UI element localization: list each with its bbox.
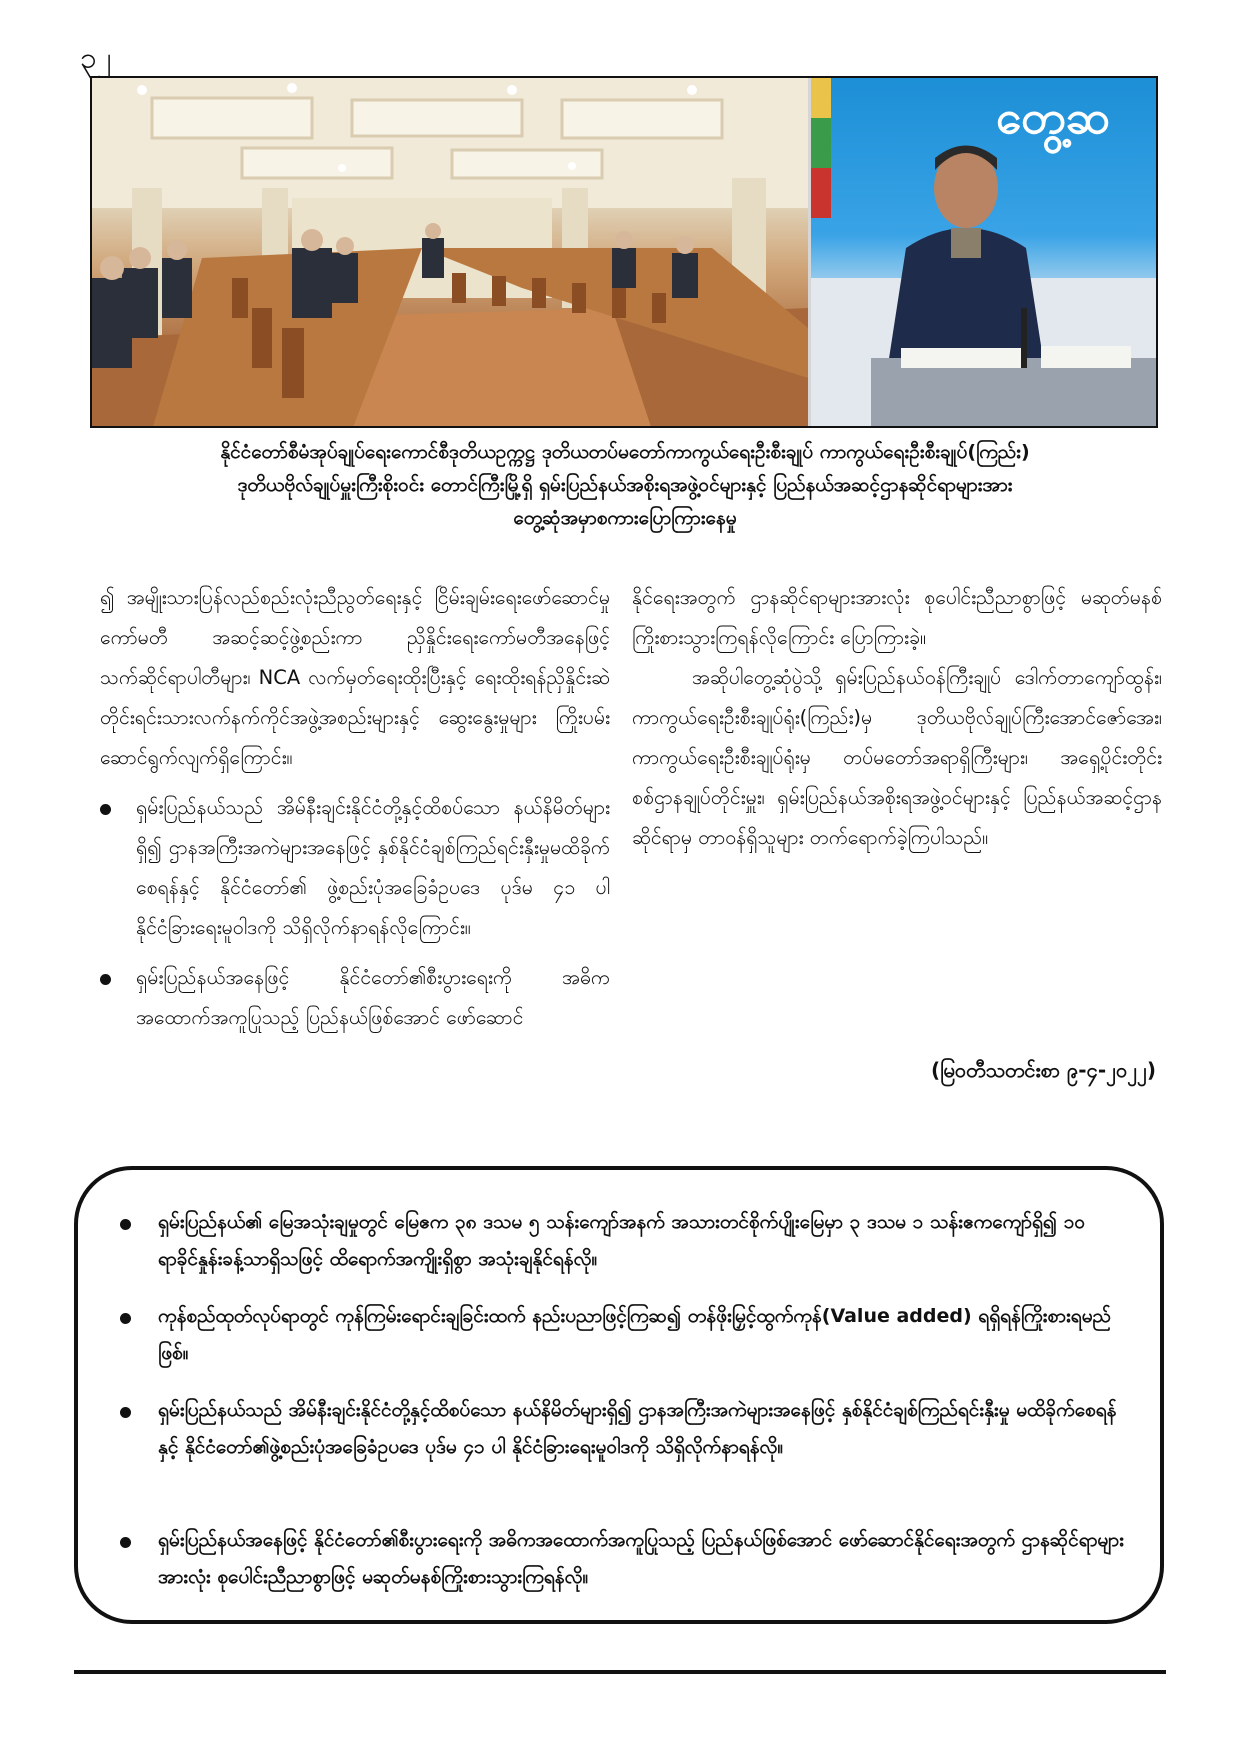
- bullet-icon: [120, 1537, 131, 1548]
- summary-item: [158, 1298, 1133, 1372]
- bullet-item: [100, 958, 610, 1038]
- summary-text: ရှမ်းပြည်နယ်သည် အိမ်နီးချင်းနိုင်ငံတို့နှင့်ထိစပ်သော နယ်နိမိတ်များရှိ၍ ဌာနအကြီးအကဲများအနေဖြင့် နှစ်နိုင်ငံချစ်ကြည်ရင်းနှီးမှု မထိခိုက်စေရန်နှင့် နိုင်ငံတော်၏ဖွဲ့စည်းပုံအခြေခံဥပဒေ ပုဒ်မ ၄၁ ပါ နိုင်ငံခြားရေးမူဝါဒကို သိရှိလိုက်နာရန်လို။: [158, 1399, 1117, 1458]
- caption-line: တွေ့ဆုံအမှာစကားပြောကြားနေမှု: [513, 507, 737, 529]
- right-column: [632, 578, 1162, 858]
- bullet-icon: [100, 804, 111, 815]
- left-column: [100, 578, 610, 1038]
- bullet-icon: [120, 1313, 131, 1324]
- speaker-photo: [808, 78, 1156, 426]
- summary-item: [158, 1204, 1133, 1278]
- summary-text: ကုန်စည်ထုတ်လုပ်ရာတွင် ကုန်ကြမ်းရောင်းချခြင်းထက် နည်းပညာဖြင့်ကြဆ၍ တန်ဖိုးမြှင့်ထွက်ကုန်(Value added) ရရှိရန်ကြိုးစားရမည်ဖြစ်။: [158, 1305, 1111, 1364]
- summary-text: ရှမ်းပြည်နယ်၏ မြေအသုံးချမှုတွင် မြေဧက ၃၈ ဒသမ ၅ သန်းကျော်အနက် အသားတင်စိုက်ပျိုးမြေမှာ ၃ ဒသမ ၁ သန်းဧကကျော်ရှိ၍ ၁၀ ရာခိုင်နှုန်းခန့်သာရှိသဖြင့် ထိရောက်အကျိုးရှိစွာ အသုံးချနိုင်ရန်လို။: [158, 1211, 1086, 1270]
- photo-caption: [100, 436, 1150, 535]
- speaker-illustration: [811, 78, 1156, 426]
- caption-line: နိုင်ငံတော်စီမံအုပ်ချုပ်ရေးကောင်စီဒုတိယဥက္ကဋ္ဌ ဒုတိယတပ်မတော်ကာကွယ်ရေးဦးစီးချုပ် ကာကွယ်ရေးဦးစီးချုပ်(ကြည်း): [220, 441, 1030, 463]
- bullet-item: [100, 788, 610, 948]
- source-citation: (မြဝတီသတင်းစာ ၉-၄-၂၀၂၂): [930, 1058, 1156, 1082]
- backdrop-text: တွေ့ဆ: [996, 90, 1111, 144]
- footer-rule: [74, 1670, 1166, 1674]
- summary-item: [158, 1392, 1133, 1466]
- bullet-icon: [100, 974, 111, 985]
- body-paragraph: အဆိုပါတွေ့ဆုံပွဲသို့ ရှမ်းပြည်နယ်ဝန်ကြီးချုပ် ဒေါက်တာကျော်ထွန်း၊ ကာကွယ်ရေးဦးစီးချုပ်ရုံး(ကြည်း)မှ ဒုတိယဗိုလ်ချုပ်ကြီးအောင်ဇော်အေး၊ ကာကွယ်ရေးဦးစီးချုပ်ရုံးမှ တပ်မတော်အရာရှိကြီးများ၊ အရှေ့ပိုင်းတိုင်းစစ်ဌာနချုပ်တိုင်းမှူး၊ ရှမ်းပြည်နယ်အစိုးရအဖွဲ့ဝင်များနှင့် ပြည်နယ်အဆင့်ဌာနဆိုင်ရာမှ တာဝန်ရှိသူများ တက်ရောက်ခဲ့ကြပါသည်။: [632, 666, 1162, 849]
- body-paragraph: နိုင်ရေးအတွက် ဌာနဆိုင်ရာများအားလုံး စုပေါင်းညီညာစွာဖြင့် မဆုတ်မနစ်ကြိုးစားသွားကြရန်လိုကြောင်း ပြောကြားခဲ့။: [632, 586, 1162, 649]
- caption-line: ဒုတိယဗိုလ်ချုပ်မှူးကြီးစိုးဝင်း တောင်ကြီးမြို့ရှိ ရှမ်းပြည်နယ်အစိုးရအဖွဲ့ဝင်များနှင့် ပြည်နယ်အဆင့်ဌာနဆိုင်ရာများအား: [237, 474, 1013, 496]
- bullet-icon: [120, 1219, 131, 1230]
- page-number: ၃၂: [80, 41, 112, 76]
- meeting-hall-photo: [92, 78, 808, 426]
- meeting-hall-illustration: [92, 78, 808, 426]
- news-photo: [90, 76, 1158, 428]
- summary-item: [158, 1522, 1133, 1596]
- summary-text: ရှမ်းပြည်နယ်အနေဖြင့် နိုင်ငံတော်၏စီးပွားရေးကို အဓိကအထောက်အကူပြုသည့် ပြည်နယ်ဖြစ်အောင် ဖော်ဆောင်နိုင်ရေးအတွက် ဌာနဆိုင်ရာများအားလုံး စုပေါင်းညီညာစွာဖြင့် မဆုတ်မနစ်ကြိုးစားသွားကြရန်လို။: [158, 1529, 1124, 1588]
- bullet-text: ရှမ်းပြည်နယ်အနေဖြင့် နိုင်ငံတော်၏စီးပွားရေးကို အဓိကအထောက်အကူပြုသည့် ပြည်နယ်ဖြစ်အောင် ဖော်ဆောင်: [136, 966, 610, 1029]
- bullet-icon: [120, 1407, 131, 1418]
- body-paragraph: ၍ အမျိုးသားပြန်လည်စည်းလုံးညီညွတ်ရေးနှင့် ငြိမ်းချမ်းရေးဖော်ဆောင်မှုကော်မတီ အဆင့်ဆင့်ဖွဲ့စည်းကာ ညှိနှိုင်းရေးကော်မတီအနေဖြင့် သက်ဆိုင်ရာပါတီများ၊ NCA လက်မှတ်ရေးထိုးပြီးနှင့် ရေးထိုးရန်ညှိနှိုင်းဆဲ တိုင်းရင်းသားလက်နက်ကိုင်အဖွဲ့အစည်းများနှင့် ဆွေးနွေးမှုများ ကြိုးပမ်းဆောင်ရွက်လျက်ရှိကြောင်း။: [100, 586, 610, 769]
- bullet-text: ရှမ်းပြည်နယ်သည် အိမ်နီးချင်းနိုင်ငံတို့နှင့်ထိစပ်သော နယ်နိမိတ်များရှိ၍ ဌာနအကြီးအကဲများအနေဖြင့် နှစ်နိုင်ငံချစ်ကြည်ရင်းနှီးမှုမထိခိုက်စေရန်နှင့် နိုင်ငံတော်၏ ဖွဲ့စည်းပုံအခြေခံဥပဒေ ပုဒ်မ ၄၁ ပါ နိုင်ငံခြားရေးမူဝါဒကို သိရှိလိုက်နာရန်လိုကြောင်း။: [136, 796, 610, 939]
- summary-box: [74, 1166, 1164, 1624]
